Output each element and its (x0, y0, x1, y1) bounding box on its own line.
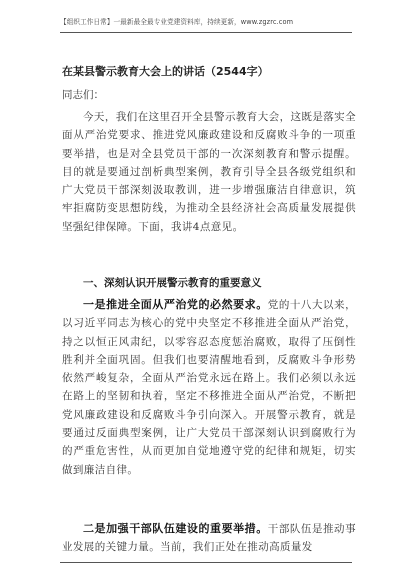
paragraph-lead-2: 二是加强干部队伍建设的重要举措。 (83, 522, 268, 535)
header-divider (60, 32, 352, 33)
paragraph-point-2 (62, 520, 356, 557)
salutation: 同志们： (62, 89, 104, 101)
paragraph-body-2: 干部队伍是推动事业发展的关键力量。当前，我们正处在推动高质量发 (62, 523, 356, 554)
paragraph-body-1: 党的十八大以来，以习近平同志为核心的党中央坚定不移推进全面从严治党，持之以恒正风肃纪，以零容忍态度惩治腐败，取得了压倒性胜利并全面巩固。但我们也要清醒地看到，反腐败斗争形势依然严峻复杂，全面从严治党永远在路上。我们必须以永远在路上的坚韧和执着，坚定不移推进全面从严治党，不断把党风廉政建设和反腐败斗争引向深入。开展警示教育，就是要通过反面典型案例，让广大党员干部深刻认识到腐败行为的严重危害性，从而更加自觉地遵守党的纪律和规矩，切实做到廉洁自律。 (62, 299, 356, 476)
section-heading-1: 一、深刻认识开展警示教育的重要意义 (83, 277, 262, 289)
paragraph-lead-1: 一是推进全面从严治党的必然要求。 (83, 298, 268, 311)
page-header: 【组织工作日常】一最新最全最专业党建资料库，持续更新，www.zgzrc.com (60, 18, 294, 26)
document-title: 在某县警示教育大会上的讲话（2544字） (62, 65, 269, 78)
footer-divider (60, 562, 352, 563)
paragraph-point-1 (62, 296, 356, 479)
paragraph-intro: 今天，我们在这里召开全县警示教育大会，这既是落实全面从严治党要求、推进党风廉政建设和反腐败斗争的一项重要举措，也是对全县党员干部的一次深刻教育和警示提醒。目的就是要通过剖析典型案例，教育引导全县各级党组织和广大党员干部深刻汲取教训，进一步增强廉洁自律意识，筑牢拒腐防变思想防线，为推动全县经济社会高质量发展提供坚强纪律保障。下面，我讲4点意见。 (62, 111, 356, 233)
